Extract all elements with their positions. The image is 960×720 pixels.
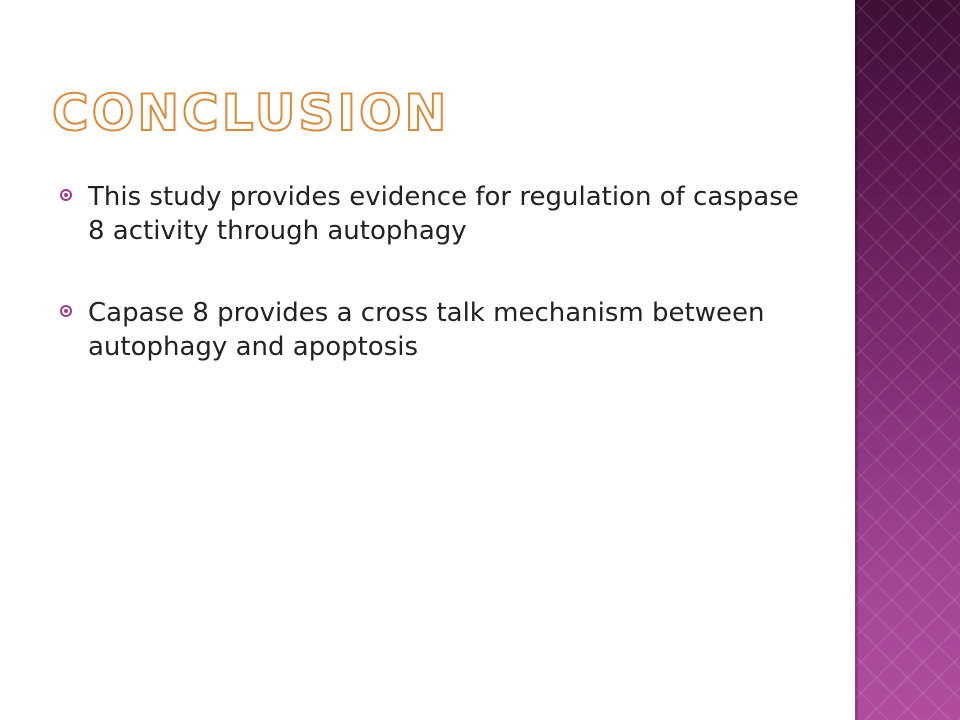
slide-title: CONCLUSION [52,84,450,142]
decorative-side-band [855,0,960,720]
target-bullet-icon [60,189,72,201]
bullet-item [60,180,820,248]
bullet-item [60,296,820,364]
bullet-text: Capase 8 provides a cross talk mechanism between autophagy and apoptosis [88,298,765,362]
target-bullet-icon [60,305,72,317]
bullet-list [60,180,820,412]
bullet-text: This study provides evidence for regulation of caspase 8 activity through autophagy [88,182,799,246]
